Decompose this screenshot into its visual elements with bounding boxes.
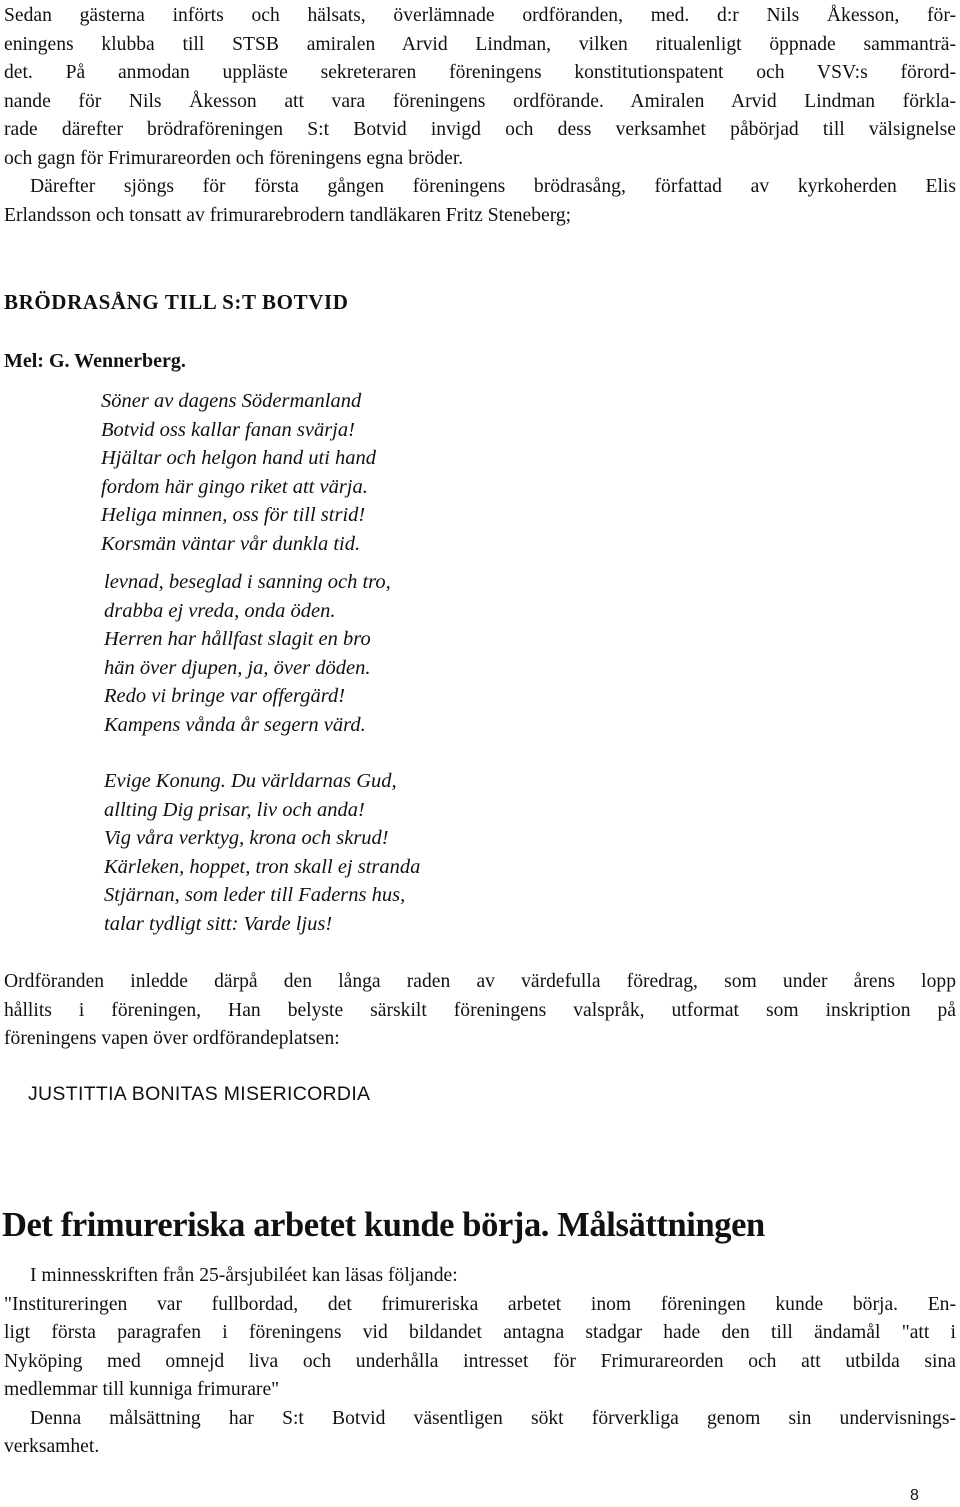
verse-line: Botvid oss kallar fanan svärja! <box>101 418 355 441</box>
section-line: Nyköping med omnejd liva och underhålla intresset för Frimurareorden och att utbilda sina <box>4 1350 956 1372</box>
section-line: verksamhet. <box>4 1436 100 1457</box>
intro-line: eningens klubba till STSB amiralen Arvid Lindman, vilken ritualenligt öppnade sammanträ- <box>4 33 956 55</box>
verse-line: Kärleken, hoppet, tron skall ej stranda <box>104 855 421 878</box>
section-line: ligt första paragrafen i föreningens vid bildandet antagna stadgar hade den till ändamål "att i <box>4 1322 956 1343</box>
song-verse-2 <box>104 568 391 740</box>
section-line: I minnesskriften från 25-årsjubiléet kan läsas följande: <box>30 1265 458 1286</box>
motto-inscription: JUSTITTIA BONITAS MISERICORDIA <box>28 1083 371 1105</box>
intro-line: rade därefter brödraföreningen S:t Botvid invigd och dess verksamhet påbörjad till välsignelse <box>4 119 956 140</box>
verse-line: hän över djupen, ja, över döden. <box>104 656 371 679</box>
verse-line: Heliga minnen, oss för till strid! <box>101 504 366 527</box>
song-verse-1 <box>101 387 376 559</box>
song-verse-3 <box>104 767 420 939</box>
verse-line: levnad, beseglad i sanning och tro, <box>104 571 391 593</box>
intro-line: och gagn för Frimurareorden och föreningens egna bröder. <box>4 147 464 169</box>
verse-line: Korsmän väntar vår dunkla tid. <box>101 532 361 555</box>
verse-line: Redo vi bringe var offergärd! <box>104 685 346 708</box>
intro-line: Sedan gästerna införts och hälsats, överlämnade ordföranden, med. d:r Nils Åkesson, för- <box>4 5 956 26</box>
verse-line: Söner av dagens Södermanland <box>101 390 362 412</box>
verse-line: Evige Konung. Du världarnas Gud, <box>104 770 397 792</box>
intro-line: det. På anmodan uppläste sekreteraren föreningens konstitutionspatent och VSV:s förord- <box>4 62 956 83</box>
intro-line: Därefter sjöngs för första gången föreningens brödrasång, författad av kyrkoherden Elis <box>30 176 956 197</box>
intro-line: nande för Nils Åkesson att vara föreningens ordförande. Amiralen Arvid Lindman förkla- <box>4 90 956 112</box>
section-line: Denna målsättning har S:t Botvid väsentligen sökt förverkliga genom sin undervisnings- <box>30 1407 956 1429</box>
section-line: "Institureringen var fullbordad, det frimureriska arbetet inom föreningen kunde börja. En- <box>4 1293 956 1315</box>
verse-line: Hjältar och helgon hand uti hand <box>101 447 377 470</box>
verse-line: drabba ej vreda, onda öden. <box>104 599 336 622</box>
verse-line: Kampens vånda år segern värd. <box>104 713 366 736</box>
page-number: 8 <box>910 1487 919 1504</box>
verse-line: Stjärnan, som leder till Faderns hus, <box>104 884 406 907</box>
verse-line: Vig våra verktyg, krona och skrud! <box>104 827 389 850</box>
section-line: medlemmar till kunniga frimurare" <box>4 1379 280 1400</box>
verse-line: fordom här gingo riket att värja. <box>101 475 368 498</box>
verse-line: Herren har hållfast slagit en bro <box>104 628 371 651</box>
song-title: BRÖDRASÅNG TILL S:T BOTVID <box>4 290 349 314</box>
lectures-line: Ordföranden inledde därpå den långa raden av värdefulla föredrag, som under årens lopp <box>4 971 956 992</box>
section-paragraph <box>4 1262 956 1462</box>
verse-line: talar tydligt sitt: Varde ljus! <box>104 912 333 935</box>
section-heading: Det frimureriska arbetet kunde börja. Målsättningen <box>2 1206 765 1244</box>
lectures-paragraph <box>4 968 956 1054</box>
lectures-line: föreningens vapen över ordförandeplatsen: <box>4 1028 340 1049</box>
song-melody: Mel: G. Wennerberg. <box>4 350 186 372</box>
intro-line: Erlandsson och tonsatt av frimurarebrodern tandläkaren Fritz Steneberg; <box>4 204 572 226</box>
lectures-line: hållits i föreningen, Han belyste särskilt föreningens valspråk, utformat som inskription på <box>4 999 956 1021</box>
intro-paragraph <box>4 2 956 230</box>
verse-line: allting Dig prisar, liv och anda! <box>104 798 365 821</box>
